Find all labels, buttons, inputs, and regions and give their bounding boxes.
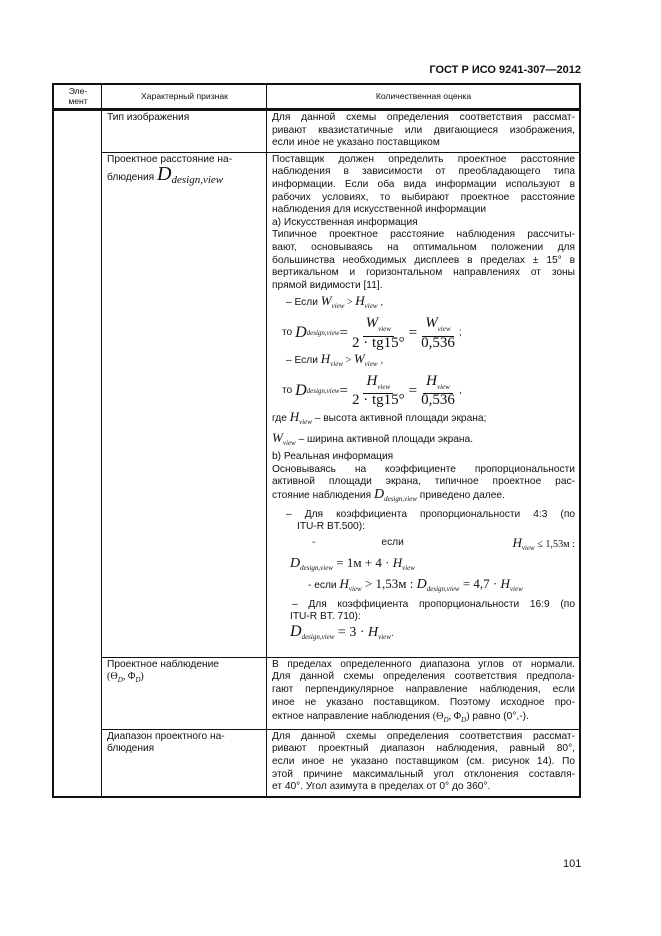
- fraction: [421, 372, 455, 409]
- var: D: [373, 486, 385, 502]
- op: >: [342, 355, 354, 367]
- op: = 1м + 4 ·: [332, 555, 393, 571]
- text-line: информации. Если оба вида информации используют в: [272, 178, 575, 190]
- element-cell: [53, 110, 102, 797]
- op: =: [408, 382, 418, 399]
- condition-line: – Если $W_{view} > H_{view}$ ,: [286, 293, 384, 311]
- definition-line: [272, 429, 575, 450]
- text-line: рабочих условиях, то выбирают проектное расстояние: [272, 191, 575, 203]
- op: >: [344, 297, 356, 309]
- feature-cell: Тип изображения: [102, 110, 267, 153]
- var: D: [295, 323, 307, 341]
- standard-header: ГОСТ Р ИСО 9241-307—2012: [429, 64, 581, 76]
- text: (Θ: [107, 671, 118, 683]
- subheading: а) Искусственная информация: [272, 216, 418, 228]
- text-line: Для данной схемы определения соответствия предпола-: [272, 671, 575, 683]
- sub: view: [378, 632, 391, 641]
- var: H: [339, 576, 349, 592]
- sub: view: [521, 543, 535, 552]
- text: ): [140, 671, 144, 683]
- symbol: D: [157, 163, 172, 186]
- sub: view: [402, 564, 415, 573]
- sub: view: [331, 302, 345, 311]
- text: ): [466, 711, 470, 723]
- fraction: [351, 372, 405, 409]
- text: блюдения: [107, 172, 155, 184]
- var: H: [355, 293, 365, 309]
- text-line: Для данной схемы определения соответствия рассмат-: [272, 112, 575, 123]
- punct: ,: [458, 384, 462, 396]
- sub: view: [378, 324, 391, 333]
- text-line: [107, 163, 262, 187]
- var: H: [512, 534, 522, 550]
- text-line: ет 40°. Угол азимута в пределах от 0° до 360°.: [272, 781, 491, 793]
- definition-line: [272, 408, 575, 429]
- col-header-feature: Характерный признак: [102, 84, 267, 110]
- sub: design,view: [300, 564, 333, 573]
- sub: D: [461, 716, 467, 725]
- text: если: [381, 536, 404, 548]
- var: D: [290, 556, 301, 572]
- punct: ;: [458, 326, 462, 338]
- var: H: [367, 624, 379, 640]
- text-line: ривают проектный диапазон наблюдения, равный 80°,: [272, 743, 575, 755]
- sub: view: [282, 438, 296, 447]
- op: = 3 ·: [334, 624, 368, 640]
- value-cell: [267, 110, 581, 153]
- text-line: Основываясь на коэффициенте пропорциональности: [272, 463, 575, 475]
- var: W: [320, 293, 332, 309]
- text-line: иное не указано поставщиком. Поэтому исходное про-: [272, 696, 575, 708]
- var: W: [353, 351, 365, 367]
- op: = 4,7 ·: [459, 576, 501, 592]
- op: =: [339, 382, 348, 399]
- value-cell: [267, 657, 581, 729]
- sub: design,view: [426, 585, 460, 594]
- sub: design,view: [306, 328, 340, 337]
- text: (Θ: [432, 711, 444, 723]
- condition-line: – Если $H_{view} > W_{view}$ ,: [286, 351, 384, 369]
- col-header-value: Количественная оценка: [267, 84, 581, 110]
- var: H: [500, 576, 510, 592]
- text-line: ITU-R BT. 710):: [290, 611, 361, 623]
- sub: D: [135, 676, 141, 685]
- subheading: b) Реальная информация: [272, 451, 394, 463]
- text: приведено далее.: [419, 489, 505, 501]
- op: =: [408, 324, 418, 341]
- text-line: – Для коэффициента пропорциональности 16:9 (по: [292, 598, 575, 610]
- text-line: активной площади экрана, типичное проектное рас-: [272, 476, 575, 488]
- var: W: [365, 314, 379, 331]
- text-line: [272, 486, 575, 506]
- sub: view: [377, 382, 391, 391]
- text: то: [282, 326, 293, 338]
- text-line: вают, основываясь на оптимальном положении для: [272, 241, 575, 253]
- var: W: [272, 429, 283, 445]
- sub: design,view: [384, 495, 417, 503]
- text: - если: [308, 580, 337, 592]
- sub: view: [436, 382, 450, 391]
- text-line: наблюдения в зависимости от преобладающего типа: [272, 166, 575, 178]
- text-line: ривают квазистатичные или двигающиеся изображения,: [272, 124, 575, 136]
- text: , Φ: [122, 671, 136, 683]
- sub: view: [348, 585, 362, 594]
- text-line: ITU-R BT.500):: [297, 521, 365, 533]
- sub: design,view: [301, 632, 335, 641]
- text: стояние наблюдения: [272, 489, 372, 501]
- sub: view: [509, 585, 523, 594]
- text: – Если: [286, 297, 318, 309]
- var: D: [290, 622, 302, 640]
- fraction: [351, 314, 405, 351]
- var: H: [289, 408, 300, 424]
- den: 0,536: [421, 334, 455, 351]
- text-line: В пределах определенного диапазона углов от нормали.: [272, 658, 575, 670]
- sub: view: [364, 360, 378, 369]
- condition-line: [272, 534, 575, 555]
- text-line: прямой видимости [11].: [272, 279, 383, 291]
- text-line: – Для коэффициента пропорциональности 4:3 (по: [286, 508, 575, 520]
- sub: view: [437, 324, 451, 333]
- text: где: [272, 412, 287, 424]
- text-line: вертикальном и горизонтальном направлениях от зоны: [272, 267, 575, 279]
- op: > 1,53м :: [361, 576, 417, 592]
- text-line: Проектное расстояние на-: [107, 153, 233, 165]
- var: H: [366, 372, 378, 389]
- table-row: [53, 152, 580, 657]
- text-line: Диапазон проектного на-: [107, 730, 225, 742]
- page-number: 101: [563, 858, 582, 870]
- text-line: большинства необходимых дисплеев в пределах ± 15° в: [272, 254, 575, 266]
- var: H: [392, 555, 403, 571]
- feature-cell: [102, 152, 267, 657]
- formula: [282, 372, 575, 409]
- var: H: [426, 372, 437, 389]
- sub: D: [117, 676, 123, 685]
- text: – ширина активной площади экрана.: [295, 433, 474, 445]
- text-line: гают перпендикулярное направление наблюдения, если: [272, 683, 575, 695]
- sub: view: [364, 302, 378, 311]
- text: равно (0°,-).: [472, 711, 529, 723]
- value-cell: [267, 152, 581, 657]
- text-line: Типичное проектное расстояние наблюдения рассчиты-: [272, 229, 575, 241]
- var: D: [416, 577, 427, 593]
- text: -: [312, 536, 316, 548]
- text: – Если: [286, 355, 318, 367]
- sub: D: [443, 716, 449, 725]
- table-row: [53, 729, 580, 796]
- col-header-element: Эле- мент: [53, 84, 102, 110]
- den: 2 · tg15°: [351, 392, 405, 409]
- symbol-pair: [107, 671, 262, 687]
- var: H: [320, 351, 331, 367]
- table-row: [53, 110, 580, 153]
- text-line: этой причине максимальный угол отклонения составля-: [272, 768, 575, 780]
- text: ектное направление наблюдения: [272, 711, 430, 723]
- fraction: [421, 314, 455, 351]
- op: =: [339, 324, 348, 341]
- text-line: Для данной схемы определения соответствия рассмат-: [272, 730, 575, 742]
- punct: .: [390, 627, 394, 639]
- text-line: если иное не указано поставщиком: [272, 137, 440, 149]
- op: ≤ 1,53м :: [534, 538, 575, 550]
- sub: view: [330, 360, 343, 369]
- text: – высота активной площади экрана;: [311, 412, 487, 424]
- formula: [282, 314, 575, 351]
- feature-cell: [102, 729, 267, 796]
- den: 2 · tg15°: [351, 334, 405, 351]
- var: W: [425, 314, 438, 331]
- formula: [272, 557, 575, 575]
- text-line: блюдения: [107, 743, 155, 755]
- formula: [272, 578, 575, 596]
- text-line: Поставщик должен определить проектное расстояние: [272, 153, 575, 165]
- symbol-sub: design,view: [171, 174, 224, 187]
- den: 0,536: [421, 392, 455, 409]
- feature-cell: [102, 657, 267, 729]
- text-line: Проектное наблюдение: [107, 658, 219, 670]
- sub: design,view: [306, 386, 340, 395]
- table-row: [53, 657, 580, 729]
- text-line: [272, 711, 575, 727]
- characteristics-table: [52, 83, 581, 798]
- sub: view: [299, 417, 312, 426]
- text-line: если иное не указано поставщиком (см. рисунок 14). По: [272, 755, 575, 767]
- text: , Φ: [448, 711, 462, 723]
- formula: [272, 622, 575, 644]
- var: D: [295, 381, 307, 399]
- text: то: [282, 384, 293, 396]
- text-line: наблюдения для искусственной информации: [272, 204, 487, 216]
- value-cell: [267, 729, 581, 796]
